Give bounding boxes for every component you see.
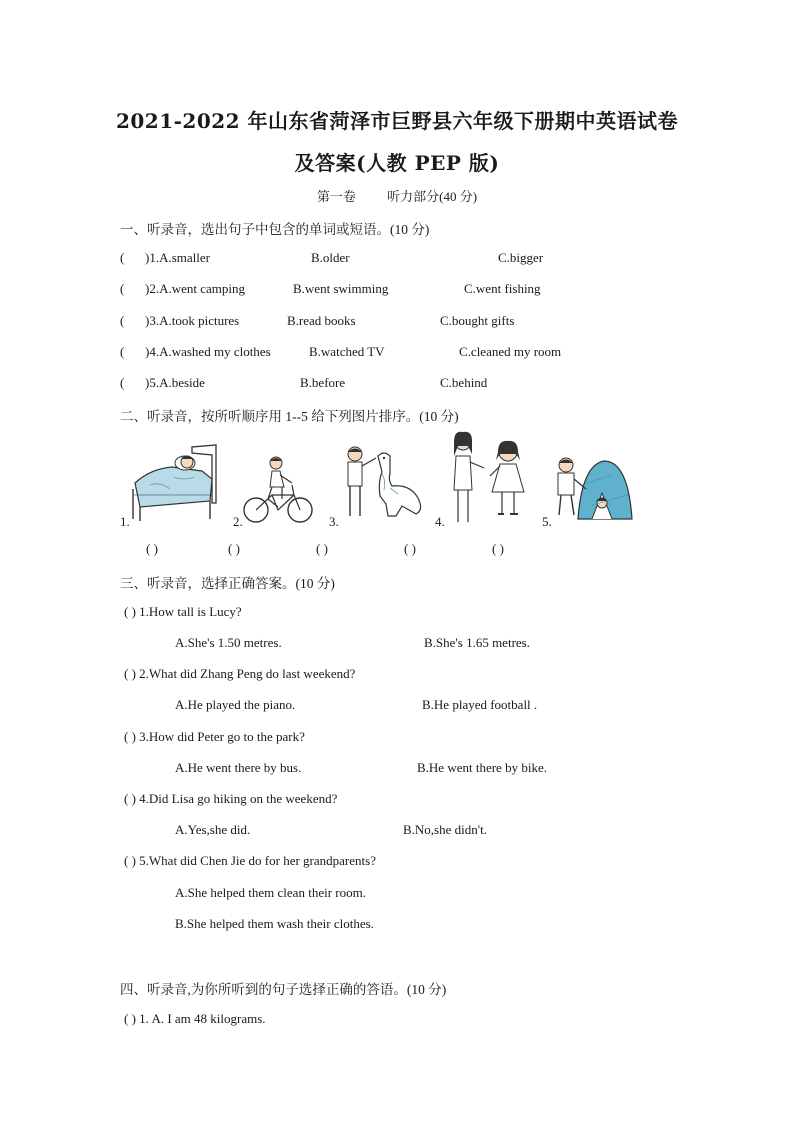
picture-label: 2. [233,514,243,529]
question: ( ) 3.How did Peter go to the park? [124,729,305,744]
option-b: B.He played football . [422,697,538,712]
exam-title-line2: 及答案(人教 PEP 版) [294,151,500,175]
exam-title-line1: 2021-2022 年山东省菏泽市巨野县六年级下册期中英语试卷 [115,109,679,133]
option-c: C.cleaned my room [459,344,562,359]
volume-label: 第一卷 [316,189,356,204]
order-blank[interactable]: ( ) [146,541,158,556]
option-a: )2.A.went camping [145,281,246,296]
option-a: A.She helped them clean their room. [175,885,366,900]
option-a: )1.A.smaller [145,250,210,265]
order-blank[interactable]: ( ) [316,541,328,556]
tent-camping-picture [552,455,632,525]
option-a: )5.A.beside [145,375,205,390]
bike-riding-picture [242,455,314,525]
answer-paren: ( [120,281,125,296]
picture-label: 3. [329,514,339,529]
order-blank[interactable]: ( ) [228,541,240,556]
answer-paren: ( [120,250,125,265]
section4-heading: 四、听录音,为你所听到的句子选择正确的答语。(10 分) [120,982,447,997]
part-label: 听力部分(40 分) [387,189,478,204]
order-blank[interactable]: ( ) [492,541,504,556]
option-a: )3.A.took pictures [145,313,240,328]
question: ( ) 1.How tall is Lucy? [124,604,242,619]
option-b: B.He went there by bike. [417,760,547,775]
option-b: B.went swimming [293,281,389,296]
option-b: B.She helped them wash their clothes. [175,916,374,931]
section1-heading: 一、听录音，选出句子中包含的单词或短语。(10 分) [120,222,430,237]
section3-heading: 三、听录音，选择正确答案。(10 分) [120,576,335,591]
option-c: C.went fishing [464,281,541,296]
option-a: A.Yes,she did. [175,822,251,837]
question: ( ) 2.What did Zhang Peng do last weekend? [124,666,356,681]
question: ( ) 1. A. I am 48 kilograms. [124,1011,266,1026]
dinosaur-picture [340,444,425,524]
picture-label: 4. [435,514,445,529]
section2-heading: 二、听录音，按所听顺序用 1--5 给下列图片排序。(10 分) [120,409,459,424]
order-blank[interactable]: ( ) [404,541,416,556]
teacher-girl-picture [446,430,531,525]
answer-paren: ( [120,344,125,359]
volume-subtitle [0,186,794,205]
picture-label: 5. [542,514,552,529]
option-b: B.No,she didn't. [403,822,487,837]
option-c: C.bought gifts [440,313,515,328]
option-b: B.watched TV [309,344,385,359]
picture-label: 1. [120,514,130,529]
option-b: B.She's 1.65 metres. [424,635,530,650]
answer-paren: ( [120,313,125,328]
option-a: A.He played the piano. [175,697,296,712]
option-c: C.behind [440,375,488,390]
option-a: )4.A.washed my clothes [145,344,271,359]
option-c: C.bigger [498,250,544,265]
option-a: A.He went there by bus. [175,760,302,775]
option-b: B.older [311,250,350,265]
bed-sleeping-picture [130,445,220,525]
option-a: A.She's 1.50 metres. [175,635,282,650]
option-b: B.before [300,375,346,390]
question: ( ) 4.Did Lisa go hiking on the weekend? [124,791,338,806]
answer-paren: ( [120,375,125,390]
question: ( ) 5.What did Chen Jie do for her grandparents? [124,853,376,868]
option-b: B.read books [287,313,356,328]
